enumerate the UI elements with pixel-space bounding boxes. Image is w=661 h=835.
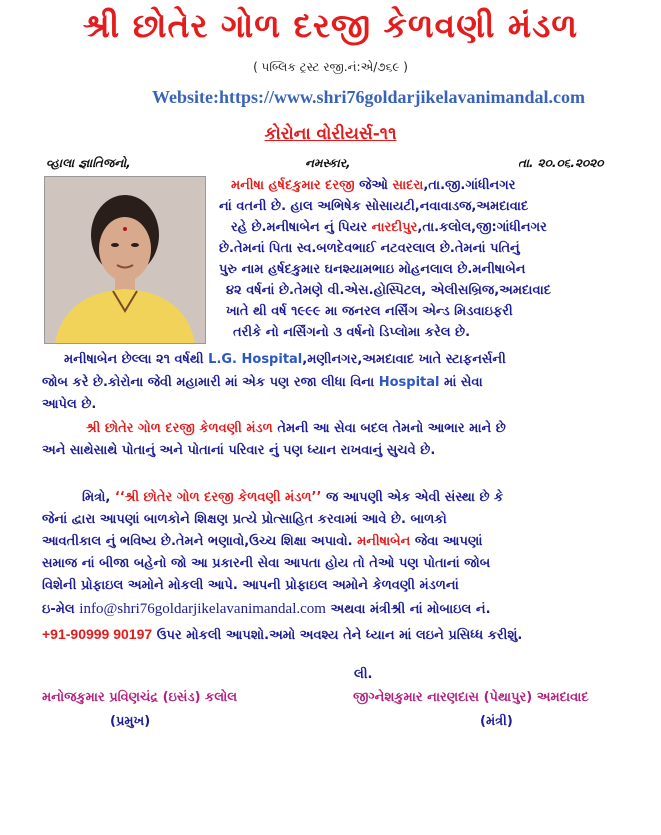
intro-line-2: નાં વતની છે. હાલ અભિષેક સોસાયટી,નવાવાડજ,અમદાવાદ	[219, 199, 529, 214]
hospital-word: Hospital	[378, 375, 440, 390]
portrait-photo	[44, 176, 206, 344]
appeal-line-4: સમાજ નાં બીજા બહેનો જો આ પ્રકારની સેવા આપતા હોય તો તેઓ પણ પોતાનાં જોબ	[42, 556, 491, 571]
intro-text: ,તા.જી.ગાંધીનગર	[423, 178, 516, 193]
hospital-name: L.G. Hospital	[208, 352, 303, 367]
intro-line-6: ૪૨ વર્ષનાં છે.તેમણે વી.એસ.હોસ્પિટલ, એલીસબ્રિજ,અમદાવાદ	[226, 283, 552, 298]
appeal-line-6	[42, 599, 491, 619]
intro-line-7: ખાતે થી વર્ષ ૧૯૯૯ મા જનરલ નર્સિંગ એન્ડ મિડવાઇફરી	[226, 304, 513, 319]
appeal-text: મિત્રો,	[82, 490, 111, 505]
secretary-role: (મંત્રી)	[480, 714, 513, 729]
appeal-line-7	[42, 624, 522, 644]
intro-line-5: પુરુ નામ હર્ષદકુમાર ઘનશ્યામભાઇ મોહનલાલ છે.મનીષાબેન	[219, 262, 526, 277]
work-line-3: આપેલ છે.	[42, 397, 97, 412]
appeal-text: ઇ-મેલ	[42, 602, 75, 617]
appeal-line-1	[82, 488, 503, 508]
website-link[interactable]: Website:https://www.shri76goldarjikelavanimandal.com	[152, 87, 586, 107]
work-text: મનીષાબેન છેલ્લા ૨૧ વર્ષથી	[64, 352, 204, 367]
appeal-line-3	[42, 532, 482, 552]
salutation-namaskar: નમસ્કાર,	[305, 156, 351, 170]
section-heading: કોરોના વોરીયર્સ-૧૧	[264, 124, 397, 144]
work-text: માં સેવા	[444, 375, 483, 390]
intro-text: ,તા.કલોલ,જી:ગાંધીનગર	[417, 220, 547, 235]
intro-text: જેઓ	[359, 178, 388, 193]
subject-name: મનીષા હર્ષદકુમાર દરજી	[231, 178, 355, 193]
salutation-greeting: વ્હાલા જ્ઞાતિજનો,	[46, 156, 131, 170]
thanks-line-1	[86, 419, 506, 439]
intro-line-8: તરીકે નો નર્સિંગનો ૩ વર્ષનો ડિપ્લોમા કરેલ છે.	[233, 325, 471, 340]
work-line-1	[64, 350, 506, 370]
appeal-line-2: જેનાં દ્વારા આપણાં બાળકોને શિક્ષણ પ્રત્યે પ્રોત્સાહિત કરવામાં આવે છે. બાળકો	[42, 512, 447, 527]
contact-email[interactable]: info@shri76goldarjikelavanimandal.com	[79, 601, 326, 617]
appeal-line-5: વિશેની પ્રોફાઇલ અમોને મોકલી આપે. આપની પ્રોફાઇલ અમોને કેળવણી મંડળનાં	[42, 578, 459, 593]
appeal-text: ઉપર મોકલી આપશો.અમો અવશ્ય તેને ધ્યાન માં લઇને પ્રસિધ્ધ કરીશું.	[156, 628, 523, 643]
intro-text: રહે છે.મનીષાબેન નું પિયર	[231, 220, 368, 235]
contact-phone[interactable]: +91-90999 90197	[42, 626, 153, 642]
maternal-village: નારદીપુર	[371, 220, 418, 235]
organization-name: શ્રી છોતેર ગોળ દરજી કેળવણી મંડળ	[86, 421, 273, 436]
person-photo-icon	[45, 177, 205, 343]
letter-date: તા. ૨૦.૦૬.૨૦૨૦	[518, 156, 604, 170]
secretary-name: જીગ્નેશકુમાર નારણદાસ (પેથાપુર) અમદાવાદ	[353, 690, 589, 705]
appeal-text: અથવા મંત્રીશ્રી નાં મોબાઇલ નં.	[330, 602, 491, 617]
thanks-line-2: અને સાથેસાથે પોતાનું અને પોતાનાં પરિવાર નું પણ ધ્યાન રાખવાનું સુચવે છે.	[42, 443, 436, 458]
registration-number: ( પબ્લિક ટ્રસ્ટ રજી.નં:એ/૭૬૯ )	[253, 60, 408, 74]
intro-line-4: છે.તેમનાં પિતા સ્વ.બળદેવભાઈ નટવરલાલ છે.તેમનાં પતિનું	[219, 241, 520, 256]
organization-name-quoted: ‘‘શ્રી છોતેર ગોળ દરજી કેળવણી મંડળ’’	[114, 490, 322, 505]
work-line-2	[42, 373, 483, 393]
work-text: ,મણીનગર,અમદાવાદ ખાતે સ્ટાફનર્સની	[302, 352, 506, 367]
subject-name-mention: મનીષાબેન	[357, 534, 411, 549]
president-role: (પ્રમુખ)	[110, 714, 151, 729]
president-name: મનોજકુમાર પ્રવિણચંદ્ર (ઇસંડ) કલોલ	[42, 690, 238, 705]
intro-line-3	[231, 218, 547, 238]
appeal-text: જ આપણી એક એવી સંસ્થા છે કે	[325, 490, 504, 505]
appeal-text: જેવા આપણાં	[414, 534, 483, 549]
intro-line-1	[231, 176, 515, 196]
appeal-text: આવતીકાલ નું ભવિષ્ય છે.તેમને ભણાવો,ઉચ્ચ શિક્ષા અપાવો.	[42, 534, 353, 549]
closing-li: લી.	[354, 667, 373, 682]
page-title: શ્રી છોતેર ગોળ દરજી કેળવણી મંડળ	[82, 6, 579, 45]
work-text: જોબ કરે છે.કોરોના જેવી મહામારી માં એક પણ રજા લીધા વિના	[42, 375, 375, 390]
native-village: સાદરા	[392, 178, 424, 193]
thanks-text: તેમની આ સેવા બદલ તેમનો આભાર માને છે	[277, 421, 506, 436]
